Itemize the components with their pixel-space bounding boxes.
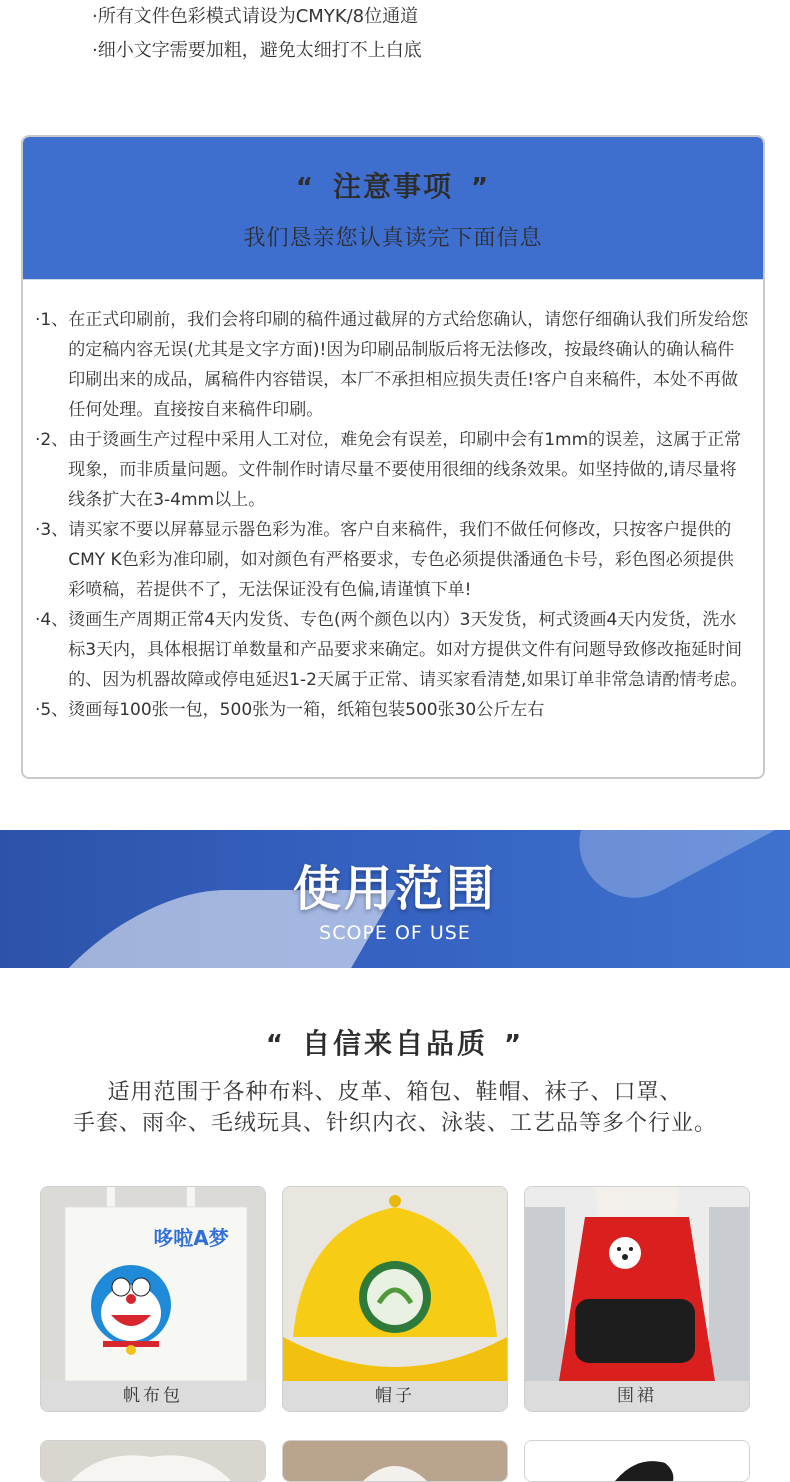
quality-description (0, 1077, 790, 1139)
notice-item-number: ·2、 (35, 430, 69, 450)
product-label: 帆布包 (41, 1381, 265, 1411)
product-card-partial[interactable] (524, 1440, 750, 1482)
product-label: 围裙 (525, 1381, 749, 1411)
quote-close-icon: ” (504, 1030, 525, 1060)
notice-item-text: 烫画生产周期正常4天内发货、专色(两个颜色以内）3天发货，柯式烫画4天内发货，洗水标3天内，具体根据订单数量和产品要求来确定。如对方提供文件有问题导致修改拖延时间的、因为机器故障或停电延迟1-2天属于正常、请买家看清楚,如果订单非常急请酌情考虑。 (68, 610, 748, 690)
quality-desc-line: 适用范围于各种布料、皮革、箱包、鞋帽、袜子、口罩、 (107, 1080, 683, 1105)
notice-card (21, 135, 765, 779)
apron-photo (525, 1187, 749, 1381)
bag-print-text: 哆啦A梦 (153, 1226, 229, 1250)
scope-banner (0, 830, 790, 968)
top-notes (92, 0, 422, 68)
note-cmyk: ·所有文件色彩模式请设为CMYK/8位通道 (92, 6, 419, 27)
notice-subtitle: 我们恳亲您认真读完下面信息 (243, 226, 543, 251)
note-bold-text: ·细小文字需要加粗，避免太细打不上白底 (92, 40, 422, 61)
product-card-canvas-bag[interactable] (40, 1186, 266, 1412)
notice-title (23, 165, 763, 205)
product-photo-partial (41, 1441, 265, 1481)
notice-item-text: 在正式印刷前，我们会将印刷的稿件通过截屏的方式给您确认，请您仔细确认我们所发给您的定稿内容无误(尤其是文字方面)!因为印刷品制版后将无法修改，按最终确认的确认稿件印刷出来的成品，属稿件内容错误，本厂不承担相应损失责任!客户自来稿件，本处不再做任何处理。直接按自来稿件印刷。 (68, 310, 749, 420)
notice-item (35, 605, 749, 695)
notice-item-text: 由于烫画生产过程中采用人工对位，难免会有误差，印刷中会有1mm的误差，这属于正常现象，而非质量问题。文件制作时请尽量不要使用很细的线条效果。如坚持做的,请尽量将线条扩大在3-4mm以上。 (68, 430, 742, 510)
product-photo-partial (525, 1441, 749, 1481)
notice-item (35, 695, 749, 725)
product-card-partial[interactable] (282, 1440, 508, 1482)
notice-item-number: ·4、 (35, 610, 69, 630)
notice-item (35, 425, 749, 515)
notice-list (35, 305, 749, 725)
product-label: 帽子 (283, 1381, 507, 1411)
notice-item-text: 烫画每100张一包，500张为一箱，纸箱包装500张30公斤左右 (68, 700, 545, 720)
quality-desc-line: 手套、雨伞、毛绒玩具、针织内衣、泳装、工艺品等多个行业。 (72, 1111, 717, 1136)
product-card-apron[interactable] (524, 1186, 750, 1412)
scope-title: 使用范围 (292, 861, 497, 917)
quote-open-icon: “ (295, 173, 315, 203)
quote-close-icon: ” (471, 173, 491, 203)
notice-item-number: ·1、 (35, 310, 69, 330)
quote-open-icon: “ (265, 1030, 286, 1060)
quality-title (0, 1022, 790, 1062)
quality-title-text: 自信来自品质 (301, 1027, 488, 1060)
notice-item-number: ·3、 (35, 520, 69, 540)
product-card-partial[interactable] (40, 1440, 266, 1482)
notice-item-number: ·5、 (35, 700, 69, 720)
notice-header (23, 137, 763, 280)
notice-item (35, 515, 749, 605)
notice-item (35, 305, 749, 425)
product-card-cap[interactable] (282, 1186, 508, 1412)
cap-photo (283, 1187, 507, 1381)
canvas-bag-photo (41, 1187, 265, 1381)
notice-title-text: 注意事项 (332, 170, 453, 203)
product-photo-partial (283, 1441, 507, 1481)
notice-item-text: 请买家不要以屏幕显示器色彩为准。客户自来稿件，我们不做任何修改，只按客户提供的CMY K色彩为准印刷，如对颜色有严格要求，专色必须提供潘通色卡号，彩色图必须提供彩喷稿，若提供不了，无法保证没有色偏,请谨慎下单! (68, 520, 734, 600)
scope-subtitle: SCOPE OF USE (319, 922, 471, 944)
